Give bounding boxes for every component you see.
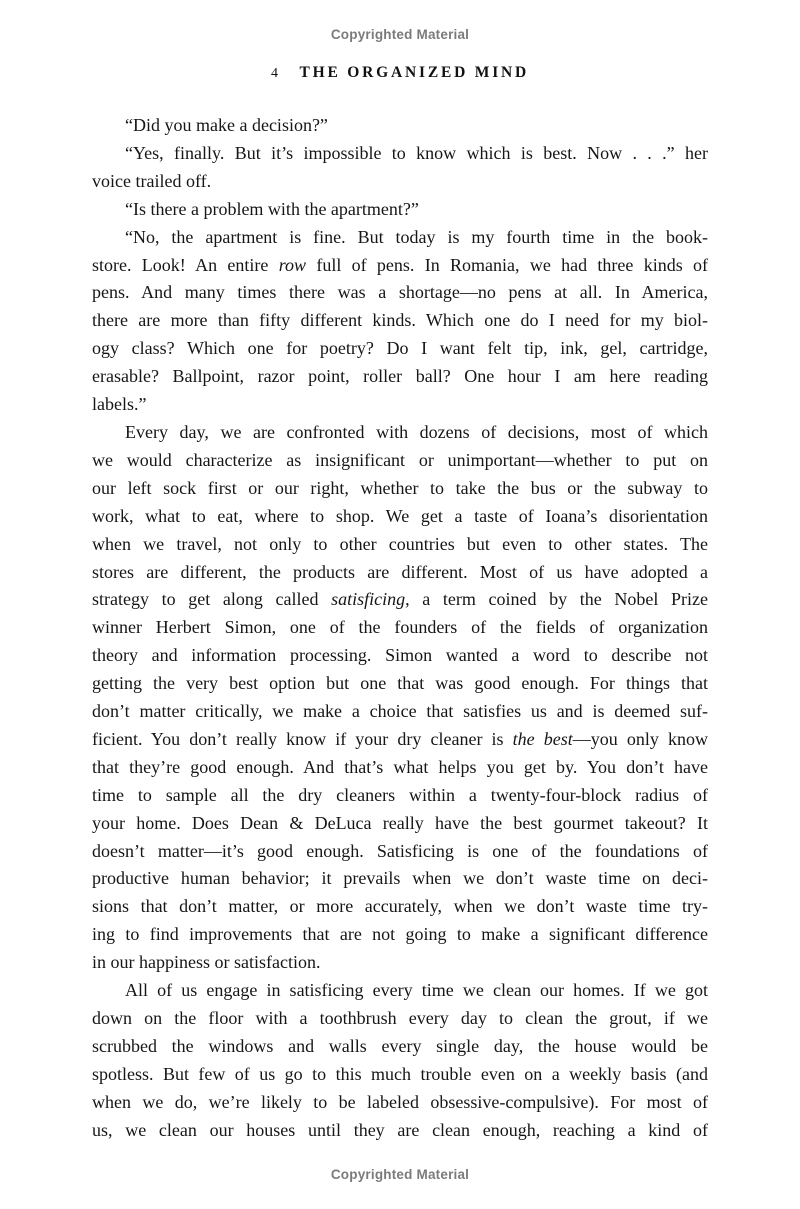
text-line: erasable? Ballpoint, razor point, roller ball? One hour I am here reading — [92, 366, 708, 387]
text-line: “Did you make a decision?” — [125, 115, 328, 135]
text-line: our left sock first or our right, whether to take the bus or the subway to — [92, 477, 708, 498]
text-line: pens. And many times there was a shortage—no pens at all. In America, — [92, 282, 708, 303]
text-line: “Is there a problem with the apartment?” — [125, 198, 419, 219]
text-line: ing to find improvements that are not going to make a significant difference — [92, 924, 708, 945]
text-line: stores are different, the products are different. Most of us have adopted a — [92, 561, 708, 582]
text-line: work, what to eat, where to shop. We get a taste of Ioana’s disorientation — [92, 505, 708, 526]
text-line: scrubbed the windows and walls every single day, the house would be — [92, 1035, 708, 1056]
page-number: 4 — [270, 66, 279, 81]
text-line: there are more than fifty different kinds. Which one do I need for my biol- — [92, 310, 708, 331]
text-line: we would characterize as insignificant or unimportant—whether to put on — [92, 449, 708, 470]
text-line: Every day, we are confronted with dozens of decisions, most of which — [125, 421, 708, 442]
copyright-notice-top: Copyrighted Material — [330, 27, 470, 42]
text-line: in our happiness or satisfaction. — [92, 952, 321, 973]
text-line: sions that don’t matter, or more accurately, when we don’t waste time try- — [92, 896, 708, 917]
text-line: strategy to get along called satisficing, a term coined by the Nobel Prize — [92, 589, 708, 610]
book-title: THE ORGANIZED MIND — [299, 64, 530, 81]
text-line: “No, the apartment is fine. But today is my fourth time in the book- — [125, 226, 708, 247]
text-line: that they’re good enough. And that’s what helps you get by. You don’t have — [92, 756, 708, 777]
text-line: productive human behavior; it prevails when we don’t waste time on deci- — [92, 868, 708, 889]
text-line: getting the very best option but one that was good enough. For things that — [92, 673, 708, 694]
text-line: theory and information processing. Simon wanted a word to describe not — [92, 645, 708, 666]
text-line: ogy class? Which one for poetry? Do I want felt tip, ink, gel, cartridge, — [92, 338, 708, 359]
text-line: time to sample all the dry cleaners within a twenty-four-block radius of — [92, 784, 708, 805]
copyright-notice-bottom: Copyrighted Material — [330, 1167, 470, 1182]
running-head — [0, 64, 800, 82]
text-line: when we travel, not only to other countries but even to other states. The — [92, 533, 708, 554]
text-line: spotless. But few of us go to this much trouble even on a weekly basis (and — [92, 1063, 708, 1084]
text-line: labels.” — [92, 394, 147, 415]
body-text — [92, 112, 708, 1145]
text-line: don’t matter critically, we make a choice that satisfies us and is deemed suf- — [92, 701, 708, 722]
text-line: down on the floor with a toothbrush every day to clean the grout, if we — [92, 1008, 708, 1028]
text-line: voice trailed off. — [92, 170, 212, 191]
text-line: us, we clean our houses until they are clean enough, reaching a kind of — [92, 1119, 708, 1140]
text-line: your home. Does Dean & DeLuca really have the best gourmet takeout? It — [92, 812, 708, 833]
text-line: “Yes, finally. But it’s impossible to know which is best. Now . . .” her — [125, 142, 708, 163]
text-line: store. Look! An entire row full of pens. In Romania, we had three kinds of — [92, 254, 708, 275]
text-line: ficient. You don’t really know if your dry cleaner is the best—you only know — [92, 728, 708, 749]
text-line: doesn’t matter—it’s good enough. Satisficing is one of the foundations of — [92, 840, 708, 861]
text-line: winner Herbert Simon, one of the founders of the fields of organization — [92, 617, 708, 638]
text-line: when we do, we’re likely to be labeled obsessive-compulsive). For most of — [92, 1091, 708, 1112]
text-line: All of us engage in satisficing every time we clean our homes. If we got — [125, 980, 708, 1001]
